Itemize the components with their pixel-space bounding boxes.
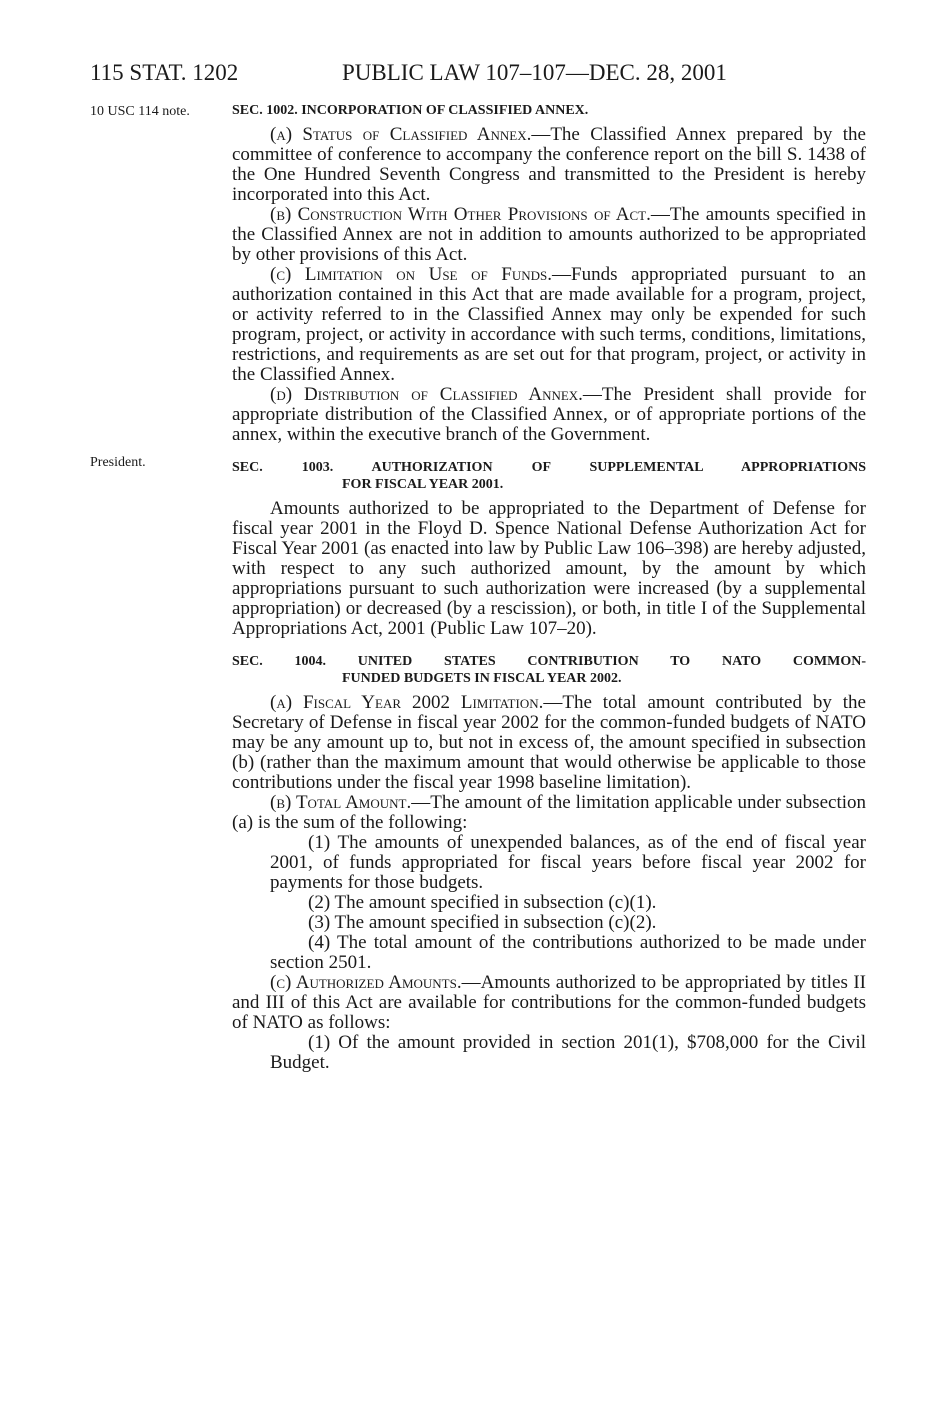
page-reference: 115 STAT. 1202 bbox=[90, 60, 239, 85]
section-1003-heading-line-1: SEC. 1003. AUTHORIZATION OF SUPPLEMENTAL APPROPRIATIONS bbox=[232, 460, 866, 475]
section-1003-heading bbox=[232, 459, 866, 493]
section-1004-b-item: (3) The amount specified in subsection (c)(2). bbox=[308, 912, 657, 933]
section-1004-b-item: (4) The total amount of the contributions authorized to be made under section 2501. bbox=[270, 932, 866, 973]
section-1004-b-item: (1) The amounts of unexpended balances, as of the end of fiscal year 2001, of funds appropriated for fiscal years before fiscal year 2002 for payments for those budgets. bbox=[270, 832, 866, 893]
section-1002-heading: SEC. 1002. INCORPORATION OF CLASSIFIED ANNEX. bbox=[232, 103, 589, 118]
law-reference: PUBLIC LAW 107–107—DEC. 28, 2001 bbox=[342, 60, 727, 85]
section-1004-heading-line-2: FUNDED BUDGETS IN FISCAL YEAR 2002. bbox=[342, 671, 622, 686]
section-1002-c-text: —Funds appropriated pursuant to an authorization contained in this Act that are made available for a program, project, or activity referred to in the Classified Annex may only be expended for such program, project, or activity in accordance with such terms, conditions, limitations, restrictions, and requirements as are set out for that program, project, or activity in the Classified Annex. bbox=[232, 264, 867, 385]
section-1004-heading bbox=[232, 653, 866, 687]
margin-note-usc: 10 USC 114 note. bbox=[90, 104, 190, 119]
section-1003-heading-line-2: FOR FISCAL YEAR 2001. bbox=[342, 477, 504, 492]
section-1002-b bbox=[232, 205, 866, 265]
section-1002-a bbox=[232, 125, 866, 205]
section-1004-c-heading: (c) Authorized Amounts. bbox=[270, 972, 462, 993]
section-1004-b-item: (2) The amount specified in subsection (c)(1). bbox=[308, 892, 657, 913]
section-1004-c bbox=[232, 973, 866, 1033]
section-1004-c-item: (1) Of the amount provided in section 201(1), $708,000 for the Civil Budget. bbox=[270, 1032, 866, 1073]
section-1004-b-text: —The amount of the limitation applicable under subsection (a) is the sum of the following: bbox=[232, 792, 866, 833]
section-1002-c bbox=[232, 265, 866, 385]
section-1004-heading-line-1: SEC. 1004. UNITED STATES CONTRIBUTION TO NATO COMMON- bbox=[232, 654, 866, 669]
section-1004-b-heading: (b) Total Amount. bbox=[270, 792, 412, 813]
section-1002-b-heading: (b) Construction With Other Provisions of Act. bbox=[270, 204, 651, 225]
section-1004-c-text: —Amounts authorized to be appropriated by titles II and III of this Act are available for contributions for the common-funded budgets of NATO as follows: bbox=[232, 972, 866, 1033]
section-1002-b-text: —The amounts specified in the Classified Annex are not in addition to amounts authorized to be appropriated by other provisions of this Act. bbox=[232, 204, 866, 265]
section-1002-d-heading: (d) Distribution of Classified Annex. bbox=[270, 384, 583, 405]
section-1002-a-heading: (a) Status of Classified Annex. bbox=[270, 124, 532, 145]
section-1004-a-text: —The total amount contributed by the Secretary of Defense in fiscal year 2002 for the common-funded budgets of NATO may be any amount up to, but not in excess of, the amount specified in subsection (b) (rather than the maximum amount that would otherwise be applicable to those contributions under the fiscal year 1998 baseline limitation). bbox=[232, 692, 866, 793]
margin-note-president: President. bbox=[90, 455, 146, 470]
section-1002-d-text: —The President shall provide for appropriate distribution of the Classified Annex, or of appropriate portions of the annex, within the executive branch of the Government. bbox=[232, 384, 866, 445]
section-1003-text: Amounts authorized to be appropriated to the Department of Defense for fiscal year 2001 in the Floyd D. Spence National Defense Authorization Act for Fiscal Year 2001 (as enacted into law by Public Law 106–398) are hereby adjusted, with respect to any such authorized amount, by the amount by which appropriations pursuant to such authorization were increased (by a supplemental appropriation) or decreased (by a rescission), or both, in title I of the Supplemental Appropriations Act, 2001 (Public Law 107–20). bbox=[232, 498, 866, 639]
section-1004-b bbox=[232, 793, 866, 833]
section-1004-a bbox=[232, 693, 866, 793]
document-body bbox=[232, 102, 866, 1073]
section-1004-a-heading: (a) Fiscal Year 2002 Limitation. bbox=[270, 692, 544, 713]
section-1002-a-text: —The Classified Annex prepared by the committee of conference to accompany the conference report on the bill S. 1438 of the One Hundred Seventh Congress and transmitted to the President is hereby incorporated into this Act. bbox=[232, 124, 866, 205]
section-1002-c-heading: (c) Limitation on Use of Funds. bbox=[270, 264, 553, 285]
section-1002-d bbox=[232, 385, 866, 445]
